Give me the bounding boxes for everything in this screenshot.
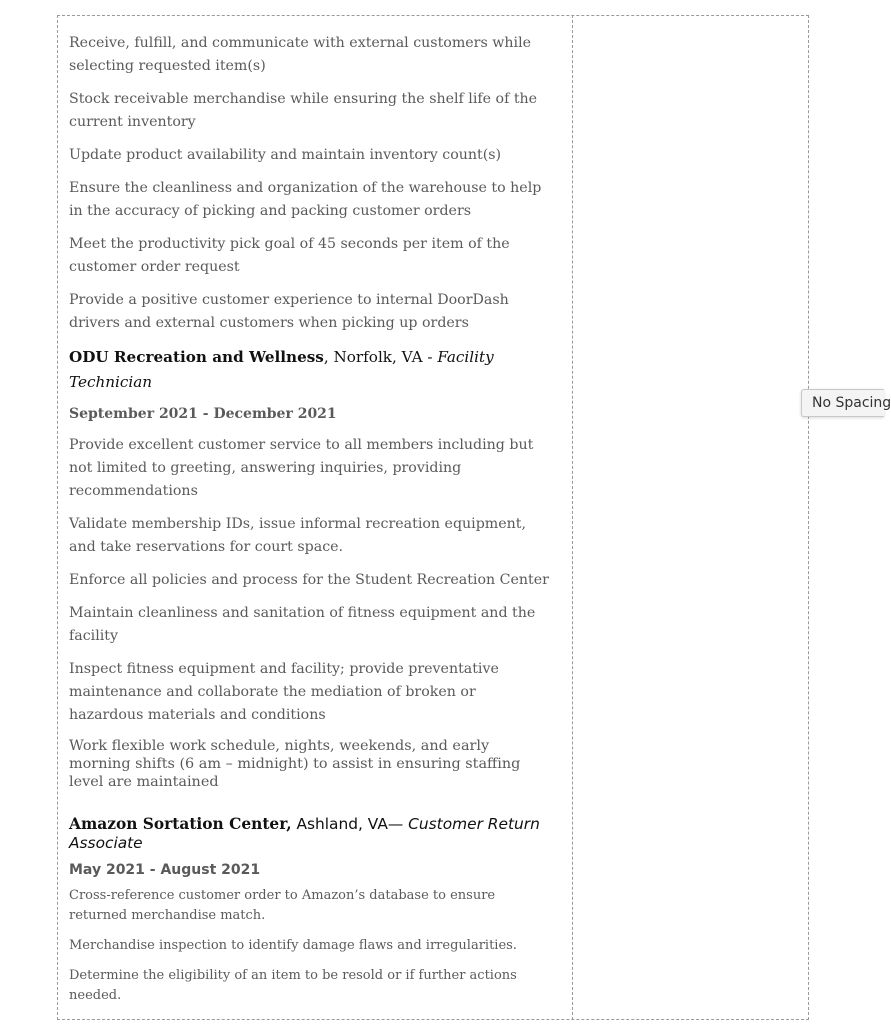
bullet-item[interactable]: Ensure the cleanliness and organization of the warehouse to help in the accuracy of picking and packing customer orders (69, 180, 542, 219)
bullet-item[interactable]: Validate membership IDs, issue informal recreation equipment, and take reservations for court space. (69, 516, 526, 555)
job-heading[interactable] (69, 345, 549, 395)
bullet-item[interactable]: Provide a positive customer experience to internal DoorDash drivers and external customers when picking up orders (69, 292, 509, 331)
bullet-item[interactable]: Update product availability and maintain inventory count(s) (69, 147, 502, 163)
bullet-item[interactable]: Work flexible work schedule, nights, weekends, and early morning shifts (6 am – midnight) to assist in ensuring staffing level are maintained (69, 738, 521, 790)
job-location: Ashland, VA— (291, 815, 409, 833)
document-body[interactable] (69, 32, 549, 1016)
bullet-item[interactable]: Maintain cleanliness and sanitation of fitness equipment and the facility (69, 605, 536, 644)
column-divider (572, 15, 573, 1020)
company-name: Amazon Sortation Center, (69, 815, 292, 833)
bullet-item[interactable]: Enforce all policies and process for the Student Recreation Center (69, 572, 549, 588)
job-dates[interactable]: May 2021 - August 2021 (69, 862, 261, 878)
bullet-item[interactable]: Inspect fitness equipment and facility; provide preventative maintenance and collaborate the mediation of broken or hazardous materials and conditions (69, 661, 499, 723)
bullet-item[interactable]: Provide excellent customer service to all members including but not limited to greeting, answering inquiries, providing recommendations (69, 437, 534, 499)
bullet-item[interactable]: Determine the eligibility of an item to be resold or if further actions needed. (69, 968, 517, 1003)
bullet-item[interactable]: Meet the productivity pick goal of 45 seconds per item of the customer order request (69, 236, 510, 275)
company-name: ODU Recreation and Wellness (69, 348, 324, 366)
job-dates[interactable]: September 2021 - December 2021 (69, 406, 337, 422)
style-tooltip: No Spacing (801, 389, 884, 417)
job-location: , Norfolk, VA - (323, 348, 438, 366)
job-role: Customer Return Associate (69, 815, 540, 852)
job-heading[interactable] (69, 815, 549, 853)
bullet-item[interactable]: Receive, fulfill, and communicate with external customers while selecting requested item(s) (69, 35, 532, 74)
bullet-item[interactable]: Merchandise inspection to identify damage flaws and irregularities. (69, 938, 517, 953)
job-role: Facility Technician (69, 348, 494, 391)
bullet-item[interactable]: Cross-reference customer order to Amazon’s database to ensure returned merchandise match. (69, 888, 496, 923)
bullet-item[interactable]: Stock receivable merchandise while ensuring the shelf life of the current inventory (69, 91, 538, 130)
